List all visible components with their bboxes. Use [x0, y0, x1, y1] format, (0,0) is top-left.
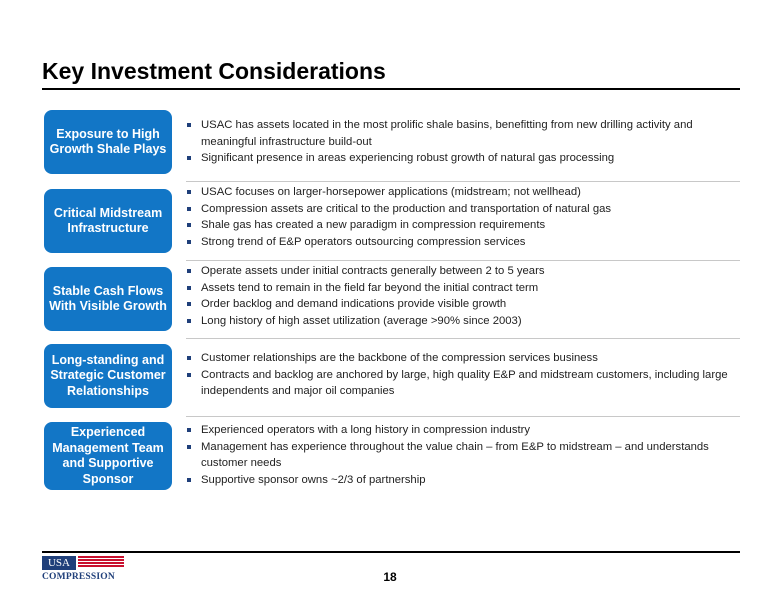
bullet-square-icon [187, 240, 191, 244]
section-label: Long-standing and Strategic Customer Relationships [44, 344, 172, 408]
bullet-square-icon [187, 428, 191, 432]
bullet-item: Significant presence in areas experiencing robust growth of natural gas processing [186, 150, 736, 167]
bullet-item: Shale gas has created a new paradigm in compression requirements [186, 217, 736, 234]
bullet-square-icon [187, 478, 191, 482]
section-divider [186, 416, 740, 417]
bullet-square-icon [187, 123, 191, 127]
logo-usa-block: USA [42, 556, 76, 570]
bullet-square-icon [187, 445, 191, 449]
section-divider [186, 260, 740, 261]
bullet-square-icon [187, 302, 191, 306]
section-label: Critical Midstream Infrastructure [44, 189, 172, 253]
bullet-item: Management has experience throughout the value chain – from E&P to midstream – and understands customer needs [186, 439, 736, 472]
bullet-list [186, 184, 736, 250]
bullet-square-icon [187, 286, 191, 290]
bullet-square-icon [187, 373, 191, 377]
bullet-item: Supportive sponsor owns ~2/3 of partnership [186, 472, 736, 489]
bullet-square-icon [187, 156, 191, 160]
bullet-square-icon [187, 207, 191, 211]
company-logo [42, 556, 124, 584]
section-divider [186, 338, 740, 339]
bullet-square-icon [187, 319, 191, 323]
page-number: 18 [383, 570, 397, 584]
bullet-item: Experienced operators with a long history in compression industry [186, 422, 736, 439]
bullet-item: Long history of high asset utilization (average >90% since 2003) [186, 313, 736, 330]
bullet-item: USAC has assets located in the most prolific shale basins, benefitting from new drilling activity and meaningful infrastructure build-out [186, 117, 736, 150]
bullet-square-icon [187, 223, 191, 227]
bullet-list [186, 117, 736, 167]
bullet-item: Order backlog and demand indications provide visible growth [186, 296, 736, 313]
bullet-square-icon [187, 190, 191, 194]
bullet-item: Compression assets are critical to the production and transportation of natural gas [186, 201, 736, 218]
logo-wordmark: COMPRESSION [42, 572, 115, 582]
bullet-item: USAC focuses on larger-horsepower applications (midstream; not wellhead) [186, 184, 736, 201]
bullet-item: Operate assets under initial contracts generally between 2 to 5 years [186, 263, 736, 280]
bullet-item: Strong trend of E&P operators outsourcing compression services [186, 234, 736, 251]
bullet-square-icon [187, 356, 191, 360]
bullet-item: Contracts and backlog are anchored by large, high quality E&P and midstream customers, including large independents and major oil companies [186, 367, 736, 400]
bullet-item: Customer relationships are the backbone of the compression services business [186, 350, 736, 367]
section-label: Exposure to High Growth Shale Plays [44, 110, 172, 174]
bullet-list [186, 422, 736, 488]
footer-divider [42, 551, 740, 553]
bullet-item: Assets tend to remain in the field far beyond the initial contract term [186, 280, 736, 297]
bullet-list [186, 350, 736, 400]
section-divider [186, 181, 740, 182]
section-label: Stable Cash Flows With Visible Growth [44, 267, 172, 331]
bullet-list [186, 263, 736, 329]
page-title: Key Investment Considerations [42, 58, 386, 84]
bullet-square-icon [187, 269, 191, 273]
logo-flag-stripes-icon [78, 556, 124, 570]
title-divider [42, 88, 740, 90]
section-label: Experienced Management Team and Supportive Sponsor [44, 422, 172, 490]
